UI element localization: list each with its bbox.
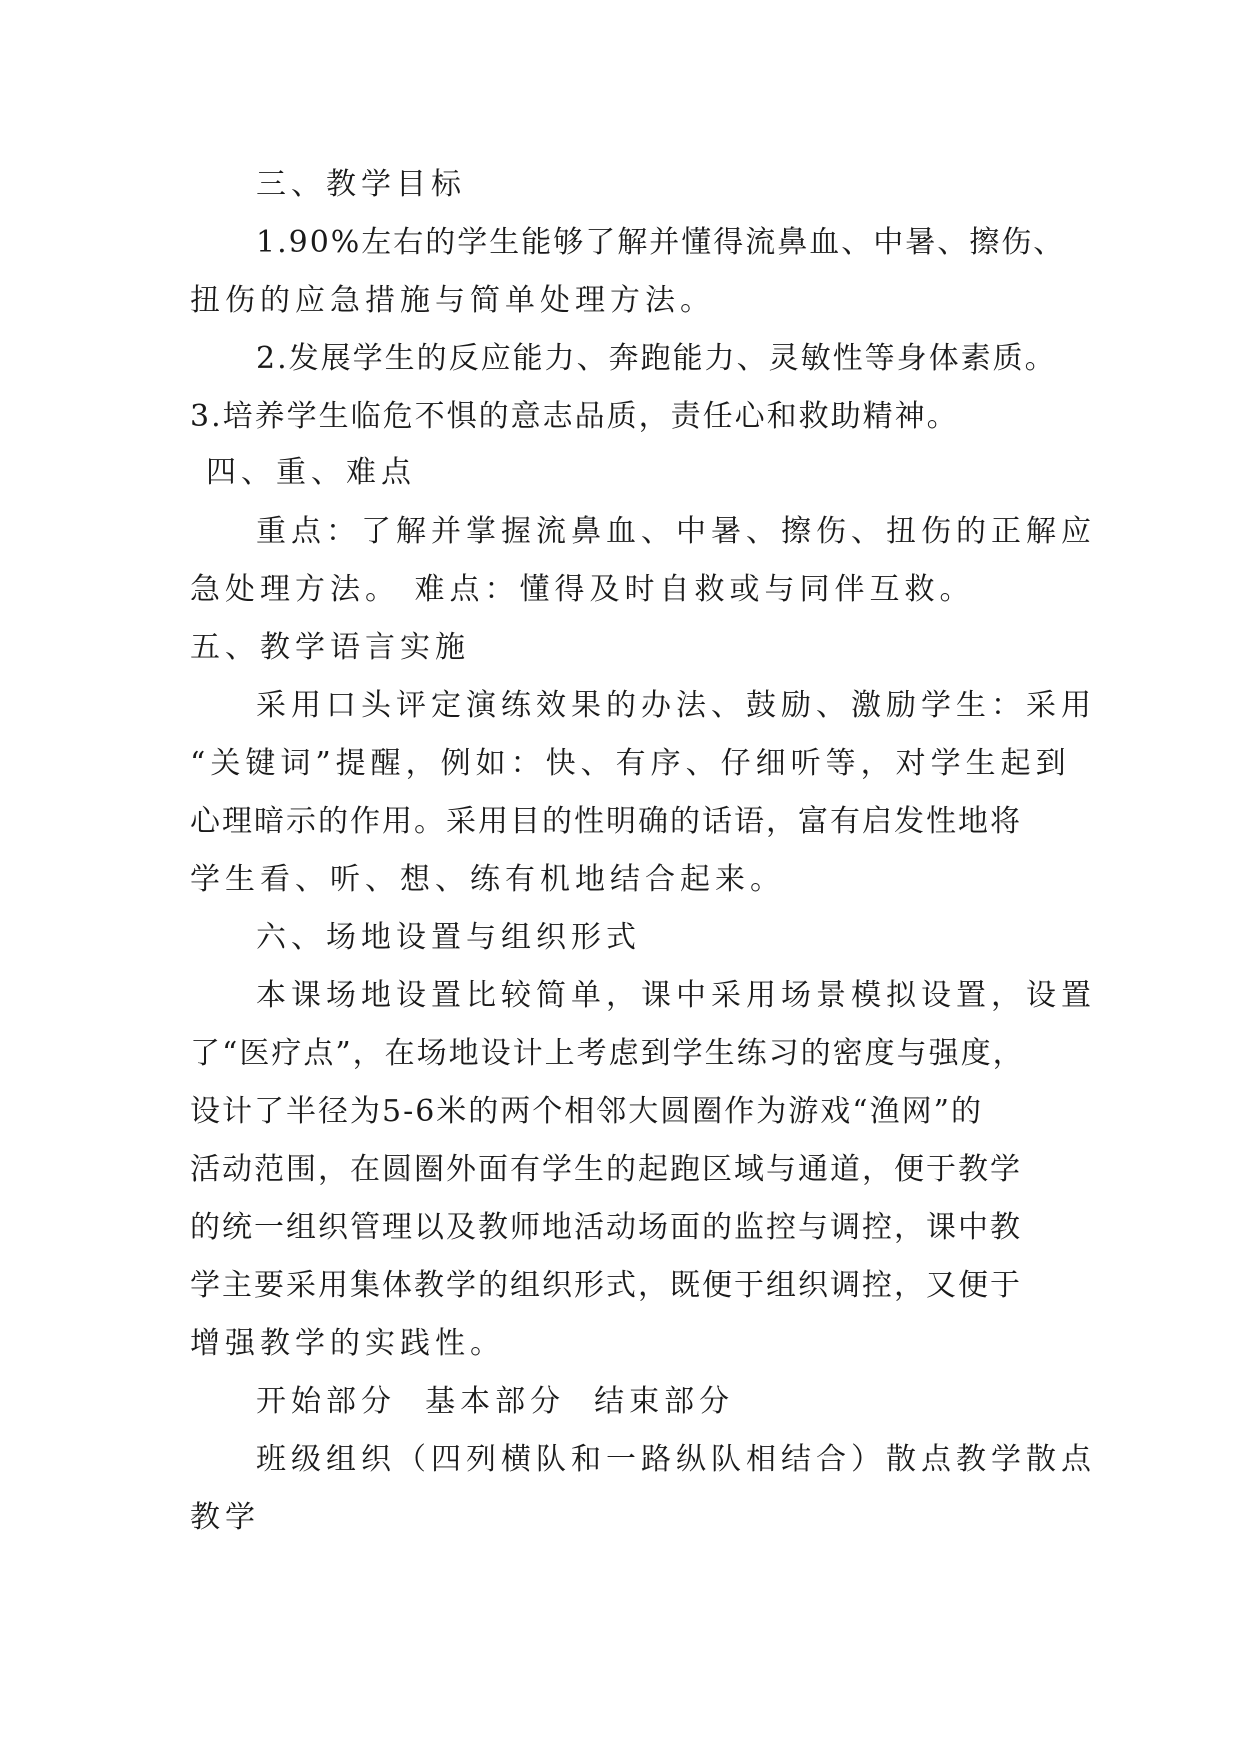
heading-teaching-language: 五、教学语言实施 [190, 630, 470, 665]
section-parts-line: 开始部分 基本部分 结束部分 [256, 1384, 735, 1419]
heading-venue-setup: 六、场地设置与组织形式 [256, 920, 641, 955]
paragraph-line: 设计了半径为5-6米的两个相邻大圆圈作为游戏“渔网”的 [190, 1094, 983, 1129]
paragraph-line: 重点：了解并掌握流鼻血、中暑、擦伤、扭伤的正解应 [256, 514, 1096, 549]
paragraph-line: 增强教学的实践性。 [190, 1326, 505, 1361]
paragraph-line: 2.发展学生的反应能力、奔跑能力、灵敏性等身体素质。 [256, 341, 1057, 376]
paragraph-line: 教学 [190, 1500, 260, 1535]
paragraph-line: 学生看、听、想、练有机地结合起来。 [190, 862, 785, 897]
paragraph-line: 心理暗示的作用。采用目的性明确的话语，富有启发性地将 [190, 804, 1022, 839]
paragraph-line: 1.90%左右的学生能够了解并懂得流鼻血、中暑、擦伤、 [256, 225, 1066, 260]
paragraph-line: “关键词”提醒，例如：快、有序、仔细听等，对学生起到 [190, 746, 1071, 781]
paragraph-line: 3.培养学生临危不惧的意志品质，责任心和救助精神。 [190, 399, 959, 434]
paragraph-line: 了“医疗点”，在场地设计上考虑到学生练习的密度与强度， [190, 1036, 1025, 1071]
paragraph-line: 学主要采用集体教学的组织形式，既便于组织调控，又便于 [190, 1268, 1022, 1303]
paragraph-line: 采用口头评定演练效果的办法、鼓励、激励学生：采用 [256, 688, 1096, 723]
heading-key-points: 四、重、难点 [206, 455, 416, 490]
paragraph-line: 本课场地设置比较简单，课中采用场景模拟设置，设置 [256, 978, 1096, 1013]
paragraph-line: 班级组织（四列横队和一路纵队相结合）散点教学散点 [256, 1442, 1096, 1477]
heading-teaching-goals: 三、教学目标 [256, 167, 466, 202]
paragraph-line: 扭伤的应急措施与简单处理方法。 [190, 283, 715, 318]
paragraph-line: 的统一组织管理以及教师地活动场面的监控与调控，课中教 [190, 1210, 1022, 1245]
paragraph-line: 活动范围，在圆圈外面有学生的起跑区域与通道，便于教学 [190, 1152, 1022, 1187]
paragraph-line: 急处理方法。 难点：懂得及时自救或与同伴互救。 [190, 572, 975, 607]
